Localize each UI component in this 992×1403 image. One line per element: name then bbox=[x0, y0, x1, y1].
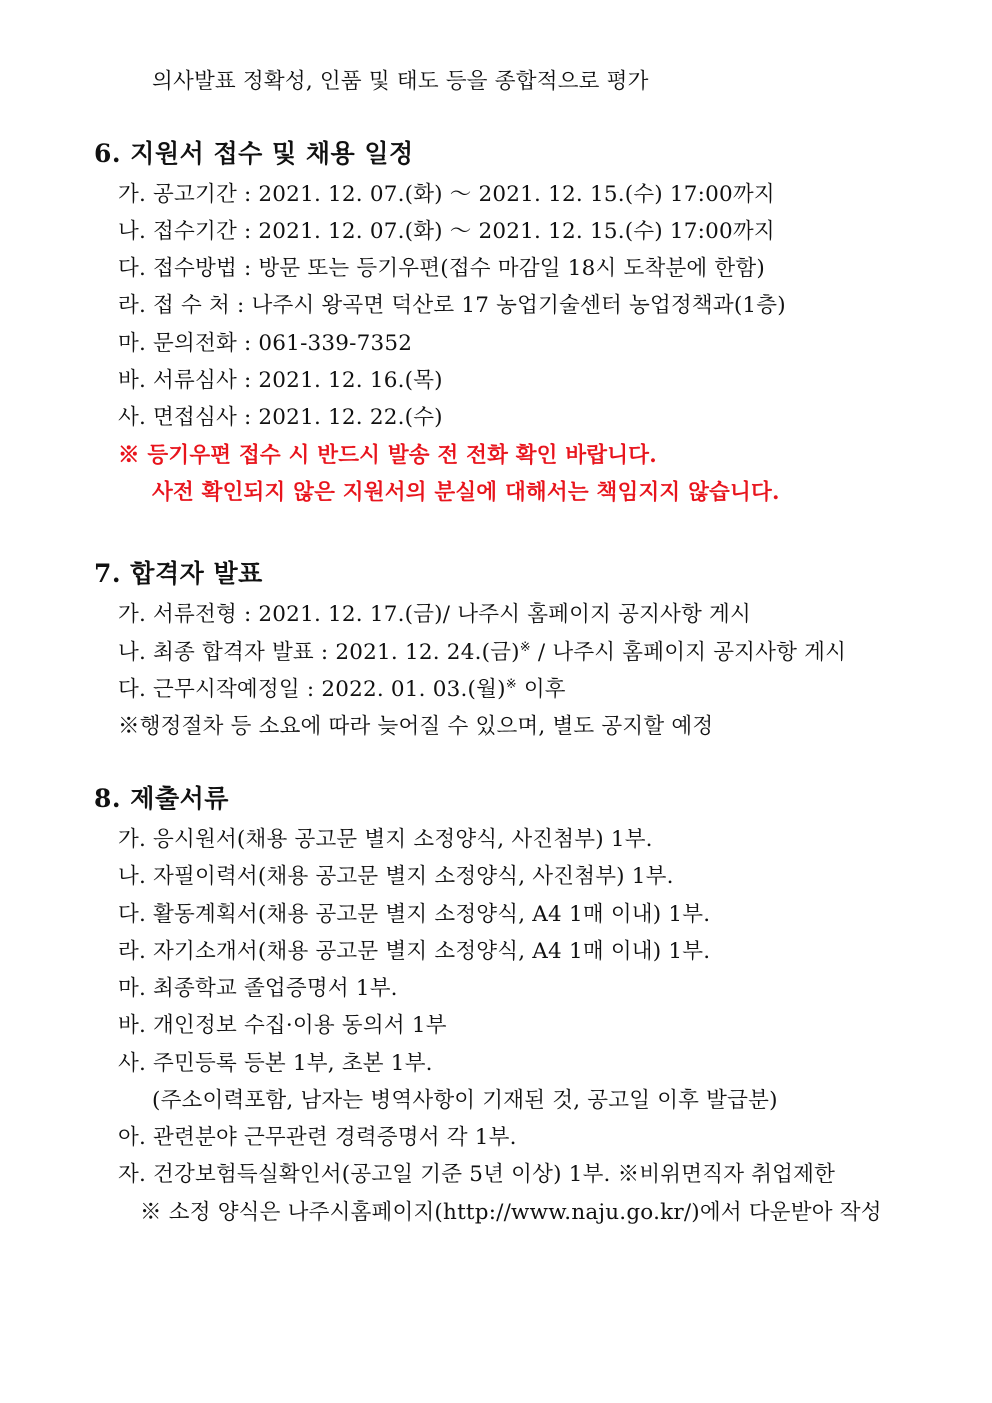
reference-mark: ※ bbox=[505, 676, 517, 692]
list-item: 사. 주민등록 등본 1부, 초본 1부. bbox=[118, 1051, 433, 1076]
list-item: 다. 활동계획서(채용 공고문 별지 소정양식, A4 1매 이내) 1부. bbox=[118, 902, 711, 927]
list-item: 가. 서류전형 : 2021. 12. 17.(금)/ 나주시 홈페이지 공지사항 게시 bbox=[118, 602, 751, 627]
start-date-suffix: 이후 bbox=[516, 677, 566, 702]
list-item-note: (주소이력포함, 남자는 병역사항이 기재된 것, 공고일 이후 발급분) bbox=[152, 1088, 778, 1113]
section-8-heading: 8. 제출서류 bbox=[94, 784, 229, 813]
registered-mail-notice: ※ 등기우편 접수 시 반드시 발송 전 전화 확인 바랍니다. bbox=[118, 443, 657, 468]
section-6-heading: 6. 지원서 접수 및 채용 일정 bbox=[94, 139, 414, 168]
list-item: 라. 자기소개서(채용 공고문 별지 소정양식, A4 1매 이내) 1부. bbox=[118, 939, 711, 964]
list-item: 아. 관련분야 근무관련 경력증명서 각 1부. bbox=[118, 1125, 517, 1150]
list-item: 가. 응시원서(채용 공고문 별지 소정양식, 사진첨부) 1부. bbox=[118, 827, 653, 852]
list-item: 나. 접수기간 : 2021. 12. 07.(화) ～ 2021. 12. 15.(수) 17:00까지 bbox=[118, 219, 775, 244]
list-item: 마. 문의전화 : 061-339-7352 bbox=[118, 331, 413, 356]
delay-note: ※행정절차 등 소요에 따라 늦어질 수 있으며, 별도 공지할 예정 bbox=[118, 714, 714, 739]
reference-mark: ※ bbox=[519, 639, 531, 655]
responsibility-notice: 사전 확인되지 않은 지원서의 분실에 대해서는 책임지지 않습니다. bbox=[152, 480, 780, 505]
list-item: 바. 서류심사 : 2021. 12. 16.(목) bbox=[118, 368, 443, 393]
list-item bbox=[118, 676, 566, 704]
final-announcement-suffix: / 나주시 홈페이지 공지사항 게시 bbox=[530, 640, 847, 665]
list-item: 라. 접 수 처 : 나주시 왕곡면 덕산로 17 농업기술센터 농업정책과(1층) bbox=[118, 293, 786, 318]
section-7-heading: 7. 합격자 발표 bbox=[94, 559, 263, 588]
list-item: 다. 접수방법 : 방문 또는 등기우편(접수 마감일 18시 도착분에 한함) bbox=[118, 256, 765, 281]
list-item: 바. 개인정보 수집·이용 동의서 1부 bbox=[118, 1013, 447, 1038]
list-item: 나. 자필이력서(채용 공고문 별지 소정양식, 사진첨부) 1부. bbox=[118, 864, 674, 889]
list-item: 가. 공고기간 : 2021. 12. 07.(화) ～ 2021. 12. 15.(수) 17:00까지 bbox=[118, 182, 775, 207]
start-date-text: 다. 근무시작예정일 : 2022. 01. 03.(월) bbox=[118, 677, 506, 702]
list-item: 마. 최종학교 졸업증명서 1부. bbox=[118, 976, 398, 1001]
list-item: 자. 건강보험득실확인서(공고일 기준 5년 이상) 1부. ※비위면직자 취업제한 bbox=[118, 1162, 836, 1187]
form-download-note: ※ 소정 양식은 나주시홈페이지(http://www.naju.go.kr/)에서 다운받아 작성 bbox=[140, 1200, 882, 1225]
final-announcement-text: 나. 최종 합격자 발표 : 2021. 12. 24.(금) bbox=[118, 640, 520, 665]
list-item bbox=[118, 639, 846, 667]
list-item: 사. 면접심사 : 2021. 12. 22.(수) bbox=[118, 405, 443, 430]
intro-text: 의사발표 정확성, 인품 및 태도 등을 종합적으로 평가 bbox=[152, 69, 649, 94]
